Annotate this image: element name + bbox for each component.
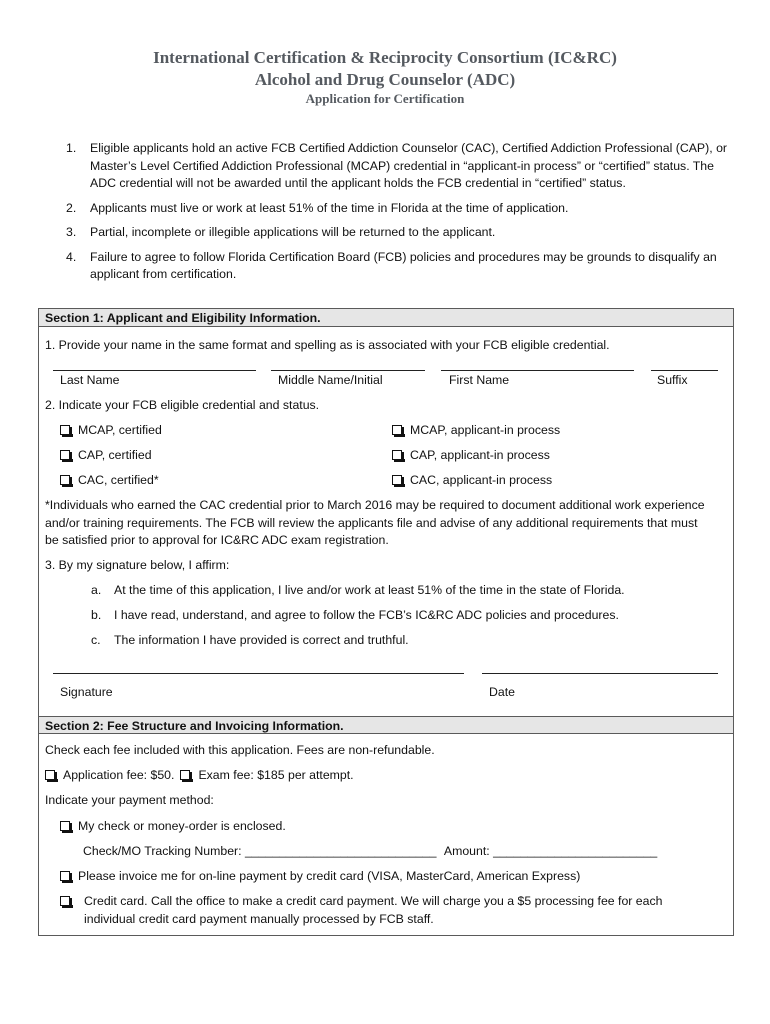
affirm-item	[91, 632, 409, 648]
section1-heading: Section 1: Applicant and Eligibility Information.	[39, 309, 733, 327]
instruction-number: 4.	[66, 249, 77, 264]
last-name-field[interactable]	[53, 370, 256, 371]
q3-prompt: 3. By my signature below, I affirm:	[45, 558, 230, 572]
q2-prompt: 2. Indicate your FCB eligible credential and status.	[45, 398, 320, 412]
affirm-letter: a.	[91, 583, 102, 597]
first-name-label: First Name	[449, 373, 510, 387]
section2-heading: Section 2: Fee Structure and Invoicing Information.	[39, 716, 733, 734]
affirm-letter: c.	[91, 633, 101, 647]
form-subtitle: Application for Certification	[305, 91, 465, 106]
last-name-label: Last Name	[60, 373, 120, 387]
tracking-label: Check/MO Tracking Number:	[83, 844, 242, 858]
checkbox-icon[interactable]	[60, 450, 70, 460]
instruction-text: Eligible applicants hold an active FCB Certified Addiction Counselor (CAC), Certified Addiction Professional (CAP), or Master’s Level Certified Addiction Professional (MCAP) credential in “applicant-in process” or “certified” status. The ADC credential will not be awarded until the applicant holds the FCB credential in “certified” status.	[90, 141, 728, 190]
exam-fee-checkbox-icon[interactable]	[180, 770, 190, 780]
checkbox-icon[interactable]	[60, 896, 70, 906]
affirm-letter: b.	[91, 608, 102, 622]
fee-options-row	[45, 767, 354, 783]
suffix-label: Suffix	[657, 373, 688, 387]
credit-option[interactable]	[60, 893, 715, 928]
checkbox-icon[interactable]	[392, 425, 402, 435]
q1-prompt: 1. Provide your name in the same format and spelling as is associated with your FCB eligible credential.	[45, 338, 610, 352]
affirm-text: I have read, understand, and agree to follow the FCB’s IC&RC ADC policies and procedures.	[114, 608, 619, 622]
checkbox-icon[interactable]	[60, 475, 70, 485]
cac-footnote: *Individuals who earned the CAC credential prior to March 2016 may be required to document additional work experience and/or training requirements. The FCB will review the applicants file and advise of any additional requirements that must be satisfied prior to approval for IC&RC ADC exam registration.	[45, 498, 705, 547]
instruction-item	[66, 249, 736, 284]
form-box	[38, 308, 734, 936]
option-label: Please invoice me for on-line payment by credit card (VISA, MasterCard, American Express)	[78, 869, 581, 883]
cap-certified-option[interactable]	[60, 447, 152, 463]
checkbox-icon[interactable]	[60, 821, 70, 831]
instruction-text: Partial, incomplete or illegible applications will be returned to the applicant.	[90, 225, 496, 239]
fee-intro: Check each fee included with this application. Fees are non-refundable.	[45, 743, 435, 757]
instruction-text: Applicants must live or work at least 51% of the time in Florida at the time of application.	[90, 200, 569, 215]
checkbox-icon[interactable]	[392, 475, 402, 485]
cac-process-option[interactable]	[392, 472, 552, 488]
affirm-item	[91, 607, 619, 623]
instructions-list	[66, 140, 736, 291]
invoice-option[interactable]	[60, 868, 580, 884]
tracking-number-field[interactable]: ____________________________	[244, 844, 437, 858]
affirm-text: The information I have provided is correct and truthful.	[114, 633, 409, 647]
payment-prompt: Indicate your payment method:	[45, 793, 214, 807]
first-name-field[interactable]	[441, 370, 634, 371]
instruction-text: Failure to agree to follow Florida Certification Board (FCB) policies and procedures may be grounds to disqualify an applicant from certification.	[90, 249, 717, 281]
suffix-field[interactable]	[651, 370, 718, 371]
middle-name-field[interactable]	[271, 370, 425, 371]
mcap-process-option[interactable]	[392, 422, 560, 438]
checkbox-icon[interactable]	[392, 450, 402, 460]
signature-label: Signature	[60, 685, 113, 699]
amount-field[interactable]: ________________________	[493, 844, 658, 858]
instruction-item	[66, 200, 736, 218]
middle-name-label: Middle Name/Initial	[278, 373, 383, 387]
application-fee-checkbox-icon[interactable]	[45, 770, 55, 780]
signature-field[interactable]	[53, 673, 464, 674]
option-label: MCAP, certified	[78, 423, 162, 437]
check-option[interactable]	[60, 818, 286, 834]
checkbox-icon[interactable]	[60, 425, 70, 435]
date-label: Date	[489, 685, 515, 699]
cap-process-option[interactable]	[392, 447, 550, 463]
option-label: CAP, applicant-in process	[410, 448, 550, 462]
credential-title: Alcohol and Drug Counselor (ADC)	[254, 70, 516, 89]
instruction-item	[66, 224, 736, 242]
tracking-row	[83, 843, 657, 859]
application-fee-label: Application fee: $50.	[63, 768, 175, 782]
cac-certified-option[interactable]	[60, 472, 159, 488]
checkbox-icon[interactable]	[60, 871, 70, 881]
option-label: My check or money-order is enclosed.	[78, 819, 286, 833]
exam-fee-label: Exam fee: $185 per attempt.	[198, 768, 354, 782]
option-label: MCAP, applicant-in process	[410, 423, 561, 437]
affirm-text: At the time of this application, I live and/or work at least 51% of the time in the state of Florida.	[114, 583, 625, 597]
option-label: CAP, certified	[78, 448, 152, 462]
option-label: CAC, applicant-in process	[410, 473, 553, 487]
instruction-number: 3.	[66, 225, 77, 239]
option-label: Credit card. Call the office to make a credit card payment. We will charge you a $5 processing fee for each individual credit card payment manually processed by FCB staff.	[84, 894, 663, 926]
instruction-item	[66, 140, 736, 193]
date-field[interactable]	[482, 673, 718, 674]
instruction-number: 2.	[66, 200, 77, 215]
affirm-item	[91, 582, 625, 598]
instruction-number: 1.	[66, 141, 77, 155]
option-label: CAC, certified*	[78, 473, 159, 487]
mcap-certified-option[interactable]	[60, 422, 162, 438]
org-title: International Certification & Reciprocity Consortium (IC&RC)	[153, 48, 617, 67]
amount-label: Amount:	[443, 844, 490, 858]
